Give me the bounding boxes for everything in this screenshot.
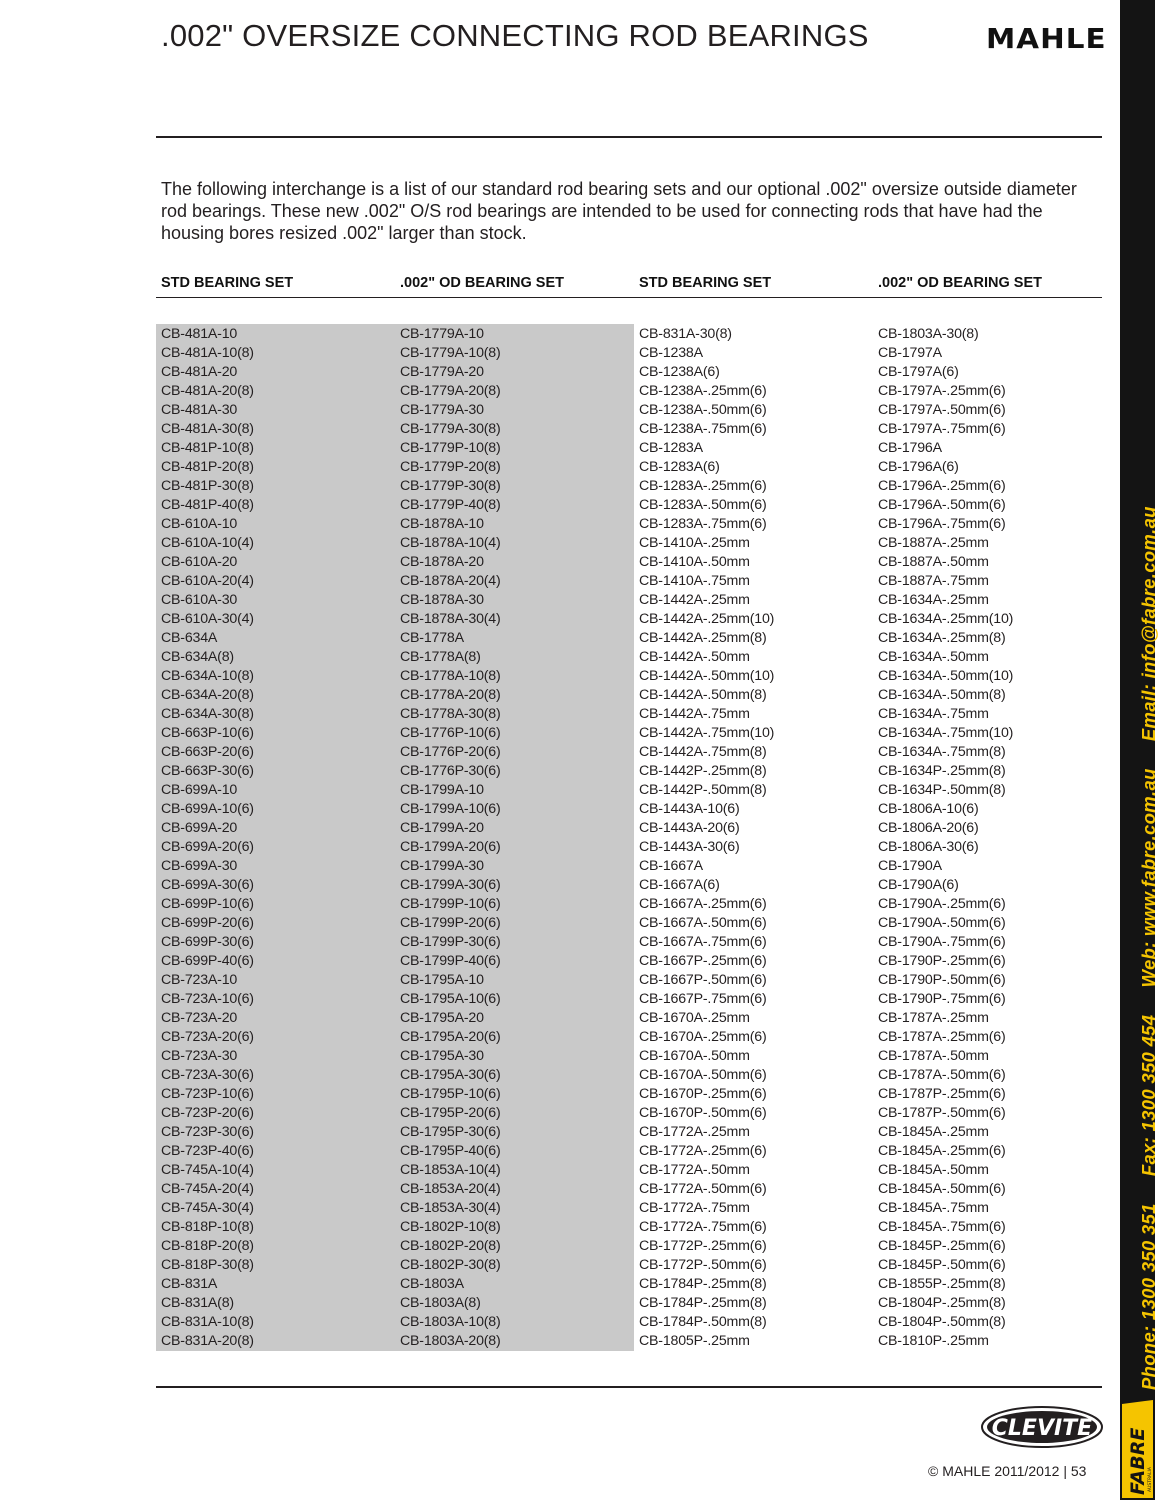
bearing-cell: CB-1442P-.50mm(8) [639, 782, 767, 798]
bearing-cell: CB-1845P-.50mm(6) [878, 1257, 1006, 1273]
bearing-cell: CB-1670A-.25mm(6) [639, 1029, 767, 1045]
page-footer: © MAHLE 2011/2012 | 53 [928, 1463, 1087, 1479]
bearing-cell: CB-1787A-.50mm [878, 1048, 989, 1064]
bearing-cell: CB-1779A-20 [400, 364, 484, 380]
fabre-logo [1120, 1400, 1155, 1500]
bearing-cell: CB-1787A-.50mm(6) [878, 1067, 1006, 1083]
bearing-cell: CB-1779A-10 [400, 326, 484, 342]
bearing-cell: CB-1845A-.25mm(6) [878, 1143, 1006, 1159]
bearing-cell: CB-1853A-10(4) [400, 1162, 501, 1178]
bearing-cell: CB-1442A-.50mm(10) [639, 668, 775, 684]
fabre-logo-subtext: AUSTRALIA [1148, 1467, 1153, 1492]
header-divider [156, 297, 1102, 298]
bearing-cell: CB-1670A-.50mm [639, 1048, 750, 1064]
bearing-cell: CB-1797A-.25mm(6) [878, 383, 1006, 399]
bearing-cell: CB-634A-20(8) [161, 687, 254, 703]
bearing-cell: CB-699A-20 [161, 820, 238, 836]
bearing-cell: CB-1787A-.25mm(6) [878, 1029, 1006, 1045]
bearing-cell: CB-1778A-20(8) [400, 687, 501, 703]
bearing-cell: CB-1803A-30(8) [878, 326, 979, 342]
fabre-logo-text: FABRE [1127, 1427, 1149, 1495]
bearing-cell: CB-723A-10 [161, 972, 238, 988]
bearing-cell: CB-1779P-30(8) [400, 478, 501, 494]
bearing-cell: CB-634A-30(8) [161, 706, 254, 722]
bearing-cell: CB-1442A-.75mm(8) [639, 744, 767, 760]
bearing-cell: CB-481P-20(8) [161, 459, 254, 475]
bearing-cell: CB-745A-10(4) [161, 1162, 254, 1178]
bearing-cell: CB-1805P-.25mm [639, 1333, 750, 1349]
bearing-cell: CB-1776P-10(6) [400, 725, 501, 741]
bearing-cell: CB-1667A-.75mm(6) [639, 934, 767, 950]
bearing-cell: CB-481A-30 [161, 402, 238, 418]
bearing-cell: CB-699P-10(6) [161, 896, 254, 912]
bearing-cell: CB-1670P-.50mm(6) [639, 1105, 767, 1121]
bearing-cell: CB-831A-30(8) [639, 326, 732, 342]
bearing-cell: CB-1795P-20(6) [400, 1105, 501, 1121]
bearing-cell: CB-1670P-.25mm(6) [639, 1086, 767, 1102]
bearing-cell: CB-1667A-.25mm(6) [639, 896, 767, 912]
bearing-cell: CB-481A-20(8) [161, 383, 254, 399]
bearing-cell: CB-1795A-30(6) [400, 1067, 501, 1083]
bearing-cell: CB-1797A [878, 345, 942, 361]
bearing-cell: CB-1442A-.50mm [639, 649, 750, 665]
bearing-cell: CB-1799A-20(6) [400, 839, 501, 855]
bearing-cell: CB-1795P-40(6) [400, 1143, 501, 1159]
bearing-cell: CB-1779A-20(8) [400, 383, 501, 399]
bearing-cell: CB-831A-20(8) [161, 1333, 254, 1349]
bearing-cell: CB-634A(8) [161, 649, 234, 665]
bearing-cell: CB-1799P-40(6) [400, 953, 501, 969]
bearing-cell: CB-723P-20(6) [161, 1105, 254, 1121]
bearing-cell: CB-1796A [878, 440, 942, 456]
bearing-cell: CB-1795P-10(6) [400, 1086, 501, 1102]
bearing-cell: CB-610A-30(4) [161, 611, 254, 627]
bearing-cell: CB-1634P-.25mm(8) [878, 763, 1006, 779]
bearing-cell: CB-1634A-.75mm(8) [878, 744, 1006, 760]
bearing-cell: CB-818P-20(8) [161, 1238, 254, 1254]
bearing-cell: CB-1634A-.25mm [878, 592, 989, 608]
bearing-cell: CB-1634A-.75mm(10) [878, 725, 1014, 741]
bearing-cell: CB-699A-10 [161, 782, 238, 798]
bearing-cell: CB-1878A-20(4) [400, 573, 501, 589]
bearing-cell: CB-1845A-.50mm(6) [878, 1181, 1006, 1197]
bearing-cell: CB-1845A-.75mm(6) [878, 1219, 1006, 1235]
bearing-cell: CB-1442A-.50mm(8) [639, 687, 767, 703]
mahle-logo: MAHLE [986, 22, 1107, 55]
bearing-cell: CB-1442A-.25mm(10) [639, 611, 775, 627]
bearing-cell: CB-1283A-.75mm(6) [639, 516, 767, 532]
bearing-cell: CB-481A-20 [161, 364, 238, 380]
bearing-cell: CB-1283A(6) [639, 459, 720, 475]
bearing-cell: CB-1442A-.25mm(8) [639, 630, 767, 646]
bearing-cell: CB-1878A-30 [400, 592, 484, 608]
top-divider [156, 136, 1102, 138]
bearing-cell: CB-1790A [878, 858, 942, 874]
bearing-cell: CB-481A-10(8) [161, 345, 254, 361]
bearing-cell: CB-1238A-.50mm(6) [639, 402, 767, 418]
bearing-cell: CB-1799P-20(6) [400, 915, 501, 931]
bearing-cell: CB-1779P-20(8) [400, 459, 501, 475]
bearing-cell: CB-1779A-30(8) [400, 421, 501, 437]
bearing-cell: CB-1772A-.25mm(6) [639, 1143, 767, 1159]
bearing-cell: CB-1799A-10 [400, 782, 484, 798]
bearing-cell: CB-1797A(6) [878, 364, 959, 380]
bearing-cell: CB-1887A-.50mm [878, 554, 989, 570]
bearing-cell: CB-481P-40(8) [161, 497, 254, 513]
bearing-cell: CB-1806A-30(6) [878, 839, 979, 855]
bearing-cell: CB-1795P-30(6) [400, 1124, 501, 1140]
bearing-cell: CB-1410A-.75mm [639, 573, 750, 589]
bearing-cell: CB-1797A-.75mm(6) [878, 421, 1006, 437]
bearing-cell: CB-831A [161, 1276, 218, 1292]
bearing-cell: CB-481P-10(8) [161, 440, 254, 456]
bearing-cell: CB-1772P-.25mm(6) [639, 1238, 767, 1254]
bearing-cell: CB-1634P-.50mm(8) [878, 782, 1006, 798]
bearing-cell: CB-1790A-.25mm(6) [878, 896, 1006, 912]
bearing-cell: CB-723P-40(6) [161, 1143, 254, 1159]
bearing-cell: CB-1878A-30(4) [400, 611, 501, 627]
bearing-cell: CB-723P-30(6) [161, 1124, 254, 1140]
bearing-cell: CB-1772A-.75mm [639, 1200, 750, 1216]
bearing-cell: CB-663P-10(6) [161, 725, 254, 741]
bearing-cell: CB-663P-30(6) [161, 763, 254, 779]
bearing-cell: CB-1778A-10(8) [400, 668, 501, 684]
bearing-cell: CB-1410A-.50mm [639, 554, 750, 570]
bearing-cell: CB-1803A-20(8) [400, 1333, 501, 1349]
bearing-cell: CB-1283A [639, 440, 703, 456]
bearing-cell: CB-699P-30(6) [161, 934, 254, 950]
bearing-cell: CB-610A-10(4) [161, 535, 254, 551]
clevite-logo-text: CLEVITE [991, 1416, 1093, 1441]
bearing-cell: CB-1779A-30 [400, 402, 484, 418]
bearing-cell: CB-1810P-.25mm [878, 1333, 989, 1349]
bearing-cell: CB-610A-20 [161, 554, 238, 570]
bearing-cell: CB-1772P-.50mm(6) [639, 1257, 767, 1273]
std-bearing-list-1 [161, 325, 254, 1351]
bearing-cell: CB-1238A-.75mm(6) [639, 421, 767, 437]
bearing-cell: CB-1887A-.75mm [878, 573, 989, 589]
bearing-cell: CB-1443A-20(6) [639, 820, 740, 836]
bearing-cell: CB-1772A-.50mm [639, 1162, 750, 1178]
bearing-cell: CB-1778A [400, 630, 464, 646]
bearing-cell: CB-481A-30(8) [161, 421, 254, 437]
bearing-cell: CB-1667P-.25mm(6) [639, 953, 767, 969]
bearing-cell: CB-1796A(6) [878, 459, 959, 475]
bearing-cell: CB-1779P-10(8) [400, 440, 501, 456]
bearing-cell: CB-745A-30(4) [161, 1200, 254, 1216]
bearing-cell: CB-723P-10(6) [161, 1086, 254, 1102]
bearing-cell: CB-699A-10(6) [161, 801, 254, 817]
bearing-cell: CB-1845A-.25mm [878, 1124, 989, 1140]
bearing-cell: CB-481A-10 [161, 326, 238, 342]
bearing-cell: CB-1796A-.50mm(6) [878, 497, 1006, 513]
bearing-cell: CB-1797A-.50mm(6) [878, 402, 1006, 418]
bearing-cell: CB-1442P-.25mm(8) [639, 763, 767, 779]
column-header-std-2: STD BEARING SET [639, 275, 772, 291]
bearing-cell: CB-1887A-.25mm [878, 535, 989, 551]
intro-paragraph: The following interchange is a list of our standard rod bearing sets and our optional .002" oversize outside diameter rod bearings. These new .002" O/S rod bearings are intended to be used for connecting rods that have had the housing bores resized .002" larger than stock. [161, 179, 1077, 243]
clevite-logo [980, 1405, 1105, 1449]
bearing-cell: CB-1778A-30(8) [400, 706, 501, 722]
bearing-cell: CB-723A-10(6) [161, 991, 254, 1007]
bearing-cell: CB-1796A-.75mm(6) [878, 516, 1006, 532]
bearing-cell: CB-1443A-10(6) [639, 801, 740, 817]
bearing-cell: CB-1784P-.50mm(8) [639, 1314, 767, 1330]
bearing-cell: CB-1634A-.50mm(10) [878, 668, 1014, 684]
bearing-cell: CB-610A-30 [161, 592, 238, 608]
bearing-cell: CB-1790P-.25mm(6) [878, 953, 1006, 969]
column-header-od-1: .002" OD BEARING SET [400, 275, 564, 291]
bearing-cell: CB-723A-20(6) [161, 1029, 254, 1045]
bearing-cell: CB-1795A-10 [400, 972, 484, 988]
bearing-cell: CB-1790P-.75mm(6) [878, 991, 1006, 1007]
bearing-cell: CB-1772A-.50mm(6) [639, 1181, 767, 1197]
bearing-cell: CB-831A(8) [161, 1295, 234, 1311]
bearing-cell: CB-1772A-.25mm [639, 1124, 750, 1140]
bearing-cell: CB-699A-20(6) [161, 839, 254, 855]
bearing-cell: CB-1776P-30(6) [400, 763, 501, 779]
bearing-cell: CB-1667P-.50mm(6) [639, 972, 767, 988]
bearing-cell: CB-1853A-30(4) [400, 1200, 501, 1216]
bearing-cell: CB-1283A-.25mm(6) [639, 478, 767, 494]
bearing-cell: CB-1845A-.75mm [878, 1200, 989, 1216]
bearing-cell: CB-610A-10 [161, 516, 238, 532]
bearing-cell: CB-1806A-10(6) [878, 801, 979, 817]
bearing-cell: CB-610A-20(4) [161, 573, 254, 589]
bearing-cell: CB-1790A-.50mm(6) [878, 915, 1006, 931]
bearing-cell: CB-1667A-.50mm(6) [639, 915, 767, 931]
bearing-cell: CB-1855P-.25mm(8) [878, 1276, 1006, 1292]
bearing-cell: CB-1795A-10(6) [400, 991, 501, 1007]
bearing-cell: CB-1804P-.25mm(8) [878, 1295, 1006, 1311]
bearing-cell: CB-1806A-20(6) [878, 820, 979, 836]
bearing-cell: CB-1784P-.25mm(8) [639, 1295, 767, 1311]
bearing-cell: CB-1803A(8) [400, 1295, 481, 1311]
bearing-cell: CB-1790A(6) [878, 877, 959, 893]
bearing-cell: CB-1799P-30(6) [400, 934, 501, 950]
bearing-cell: CB-1799P-10(6) [400, 896, 501, 912]
bearing-cell: CB-1634A-.50mm [878, 649, 989, 665]
bearing-cell: CB-1799A-30(6) [400, 877, 501, 893]
bearing-cell: CB-1442A-.75mm [639, 706, 750, 722]
bearing-cell: CB-1799A-30 [400, 858, 484, 874]
bearing-cell: CB-1787P-.50mm(6) [878, 1105, 1006, 1121]
bearing-cell: CB-699A-30(6) [161, 877, 254, 893]
bottom-divider [156, 1386, 1102, 1388]
bearing-cell: CB-1845P-.25mm(6) [878, 1238, 1006, 1254]
bearing-cell: CB-1772A-.75mm(6) [639, 1219, 767, 1235]
bearing-cell: CB-1796A-.25mm(6) [878, 478, 1006, 494]
bearing-cell: CB-1799A-20 [400, 820, 484, 836]
bearing-cell: CB-699P-20(6) [161, 915, 254, 931]
od-bearing-list-1 [400, 325, 501, 1351]
bearing-cell: CB-699P-40(6) [161, 953, 254, 969]
bearing-cell: CB-1804P-.50mm(8) [878, 1314, 1006, 1330]
bearing-cell: CB-1795A-30 [400, 1048, 484, 1064]
bearing-cell: CB-1784P-.25mm(8) [639, 1276, 767, 1292]
bearing-cell: CB-1238A [639, 345, 703, 361]
bearing-cell: CB-1238A-.25mm(6) [639, 383, 767, 399]
bearing-cell: CB-1776P-20(6) [400, 744, 501, 760]
bearing-cell: CB-1799A-10(6) [400, 801, 501, 817]
bearing-cell: CB-481P-30(8) [161, 478, 254, 494]
bearing-cell: CB-1778A(8) [400, 649, 481, 665]
od-bearing-list-2 [878, 325, 1013, 1351]
bearing-cell: CB-1238A(6) [639, 364, 720, 380]
bearing-cell: CB-1878A-10(4) [400, 535, 501, 551]
bearing-cell: CB-1795A-20 [400, 1010, 484, 1026]
bearing-cell: CB-1670A-.25mm [639, 1010, 750, 1026]
bearing-cell: CB-1802P-10(8) [400, 1219, 501, 1235]
column-header-std-1: STD BEARING SET [161, 275, 294, 291]
column-header-od-2: .002" OD BEARING SET [878, 275, 1042, 291]
bearing-cell: CB-745A-20(4) [161, 1181, 254, 1197]
bearing-cell: CB-1787P-.25mm(6) [878, 1086, 1006, 1102]
bearing-cell: CB-1670A-.50mm(6) [639, 1067, 767, 1083]
bearing-cell: CB-1878A-20 [400, 554, 484, 570]
bearing-cell: CB-1667A [639, 858, 703, 874]
bearing-cell: CB-1779A-10(8) [400, 345, 501, 361]
bearing-cell: CB-1845A-.50mm [878, 1162, 989, 1178]
bearing-cell: CB-723A-30(6) [161, 1067, 254, 1083]
bearing-cell: CB-1667A(6) [639, 877, 720, 893]
bearing-cell: CB-1779P-40(8) [400, 497, 501, 513]
bearing-cell: CB-1442A-.75mm(10) [639, 725, 775, 741]
bearing-cell: CB-1634A-.75mm [878, 706, 989, 722]
bearing-cell: CB-1667P-.75mm(6) [639, 991, 767, 1007]
bearing-cell: CB-1853A-20(4) [400, 1181, 501, 1197]
bearing-cell: CB-818P-30(8) [161, 1257, 254, 1273]
bearing-cell: CB-1410A-.25mm [639, 535, 750, 551]
bearing-cell: CB-1634A-.25mm(8) [878, 630, 1006, 646]
bearing-cell: CB-1790P-.50mm(6) [878, 972, 1006, 988]
bearing-cell: CB-1878A-10 [400, 516, 484, 532]
std-bearing-list-2 [639, 325, 774, 1351]
bearing-cell: CB-663P-20(6) [161, 744, 254, 760]
bearing-cell: CB-1634A-.50mm(8) [878, 687, 1006, 703]
bearing-cell: CB-723A-20 [161, 1010, 238, 1026]
bearing-cell: CB-1442A-.25mm [639, 592, 750, 608]
contact-details: Phone: 1300 350 351 Fax: 1300 350 454 Web: www.fabre.com.au Email: info@fabre.com.au [1138, 506, 1159, 1390]
page-title: .002" OVERSIZE CONNECTING ROD BEARINGS [161, 18, 869, 53]
bearing-cell: CB-1802P-20(8) [400, 1238, 501, 1254]
bearing-cell: CB-1787A-.25mm [878, 1010, 989, 1026]
bearing-cell: CB-699A-30 [161, 858, 238, 874]
bearing-cell: CB-1803A-10(8) [400, 1314, 501, 1330]
bearing-cell: CB-1634A-.25mm(10) [878, 611, 1014, 627]
bearing-cell: CB-831A-10(8) [161, 1314, 254, 1330]
bearing-cell: CB-723A-30 [161, 1048, 238, 1064]
bearing-cell: CB-1795A-20(6) [400, 1029, 501, 1045]
bearing-cell: CB-1790A-.75mm(6) [878, 934, 1006, 950]
bearing-cell: CB-634A-10(8) [161, 668, 254, 684]
bearing-cell: CB-1443A-30(6) [639, 839, 740, 855]
bearing-cell: CB-818P-10(8) [161, 1219, 254, 1235]
bearing-cell: CB-634A [161, 630, 218, 646]
bearing-cell: CB-1802P-30(8) [400, 1257, 501, 1273]
bearing-cell: CB-1803A [400, 1276, 464, 1292]
bearing-cell: CB-1283A-.50mm(6) [639, 497, 767, 513]
